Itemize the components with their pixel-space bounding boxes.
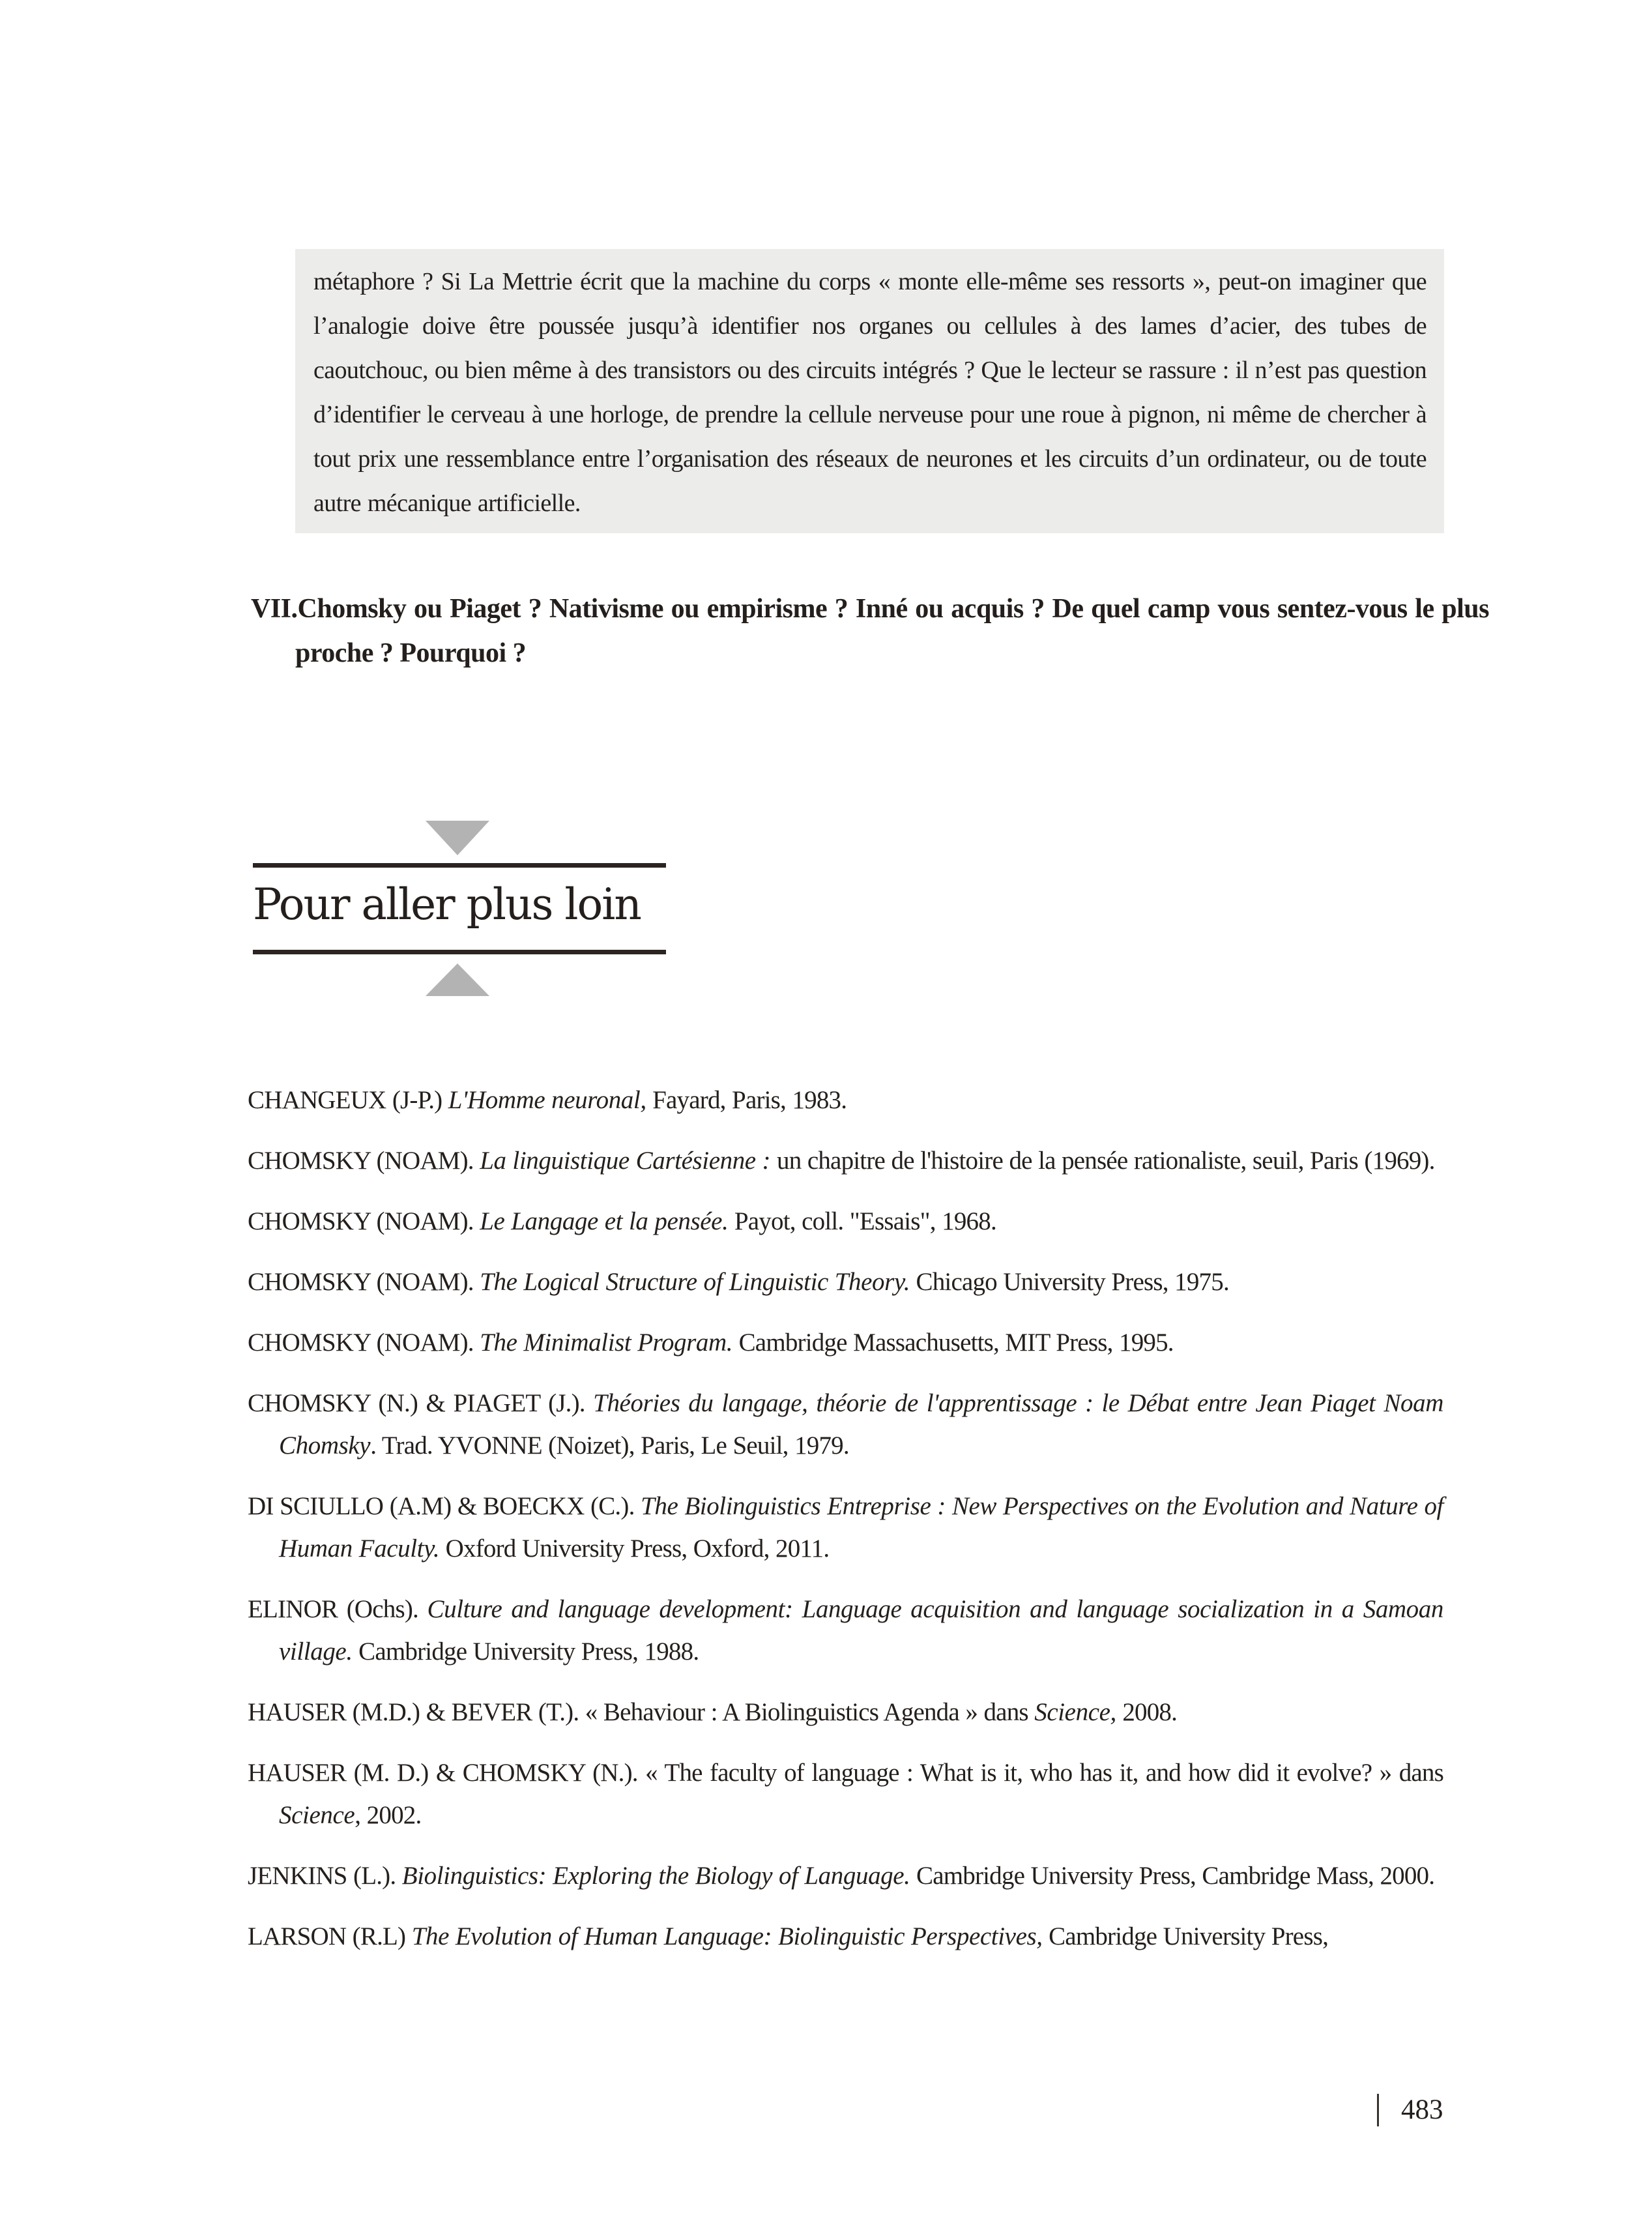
triangle-down-icon <box>426 821 489 855</box>
bibliography-entry: ELINOR (Ochs). Culture and language development: Language acquisition and language socialization in a Samoan village. Cambridge University Press, 1988. <box>248 1595 1443 1666</box>
bibliography-entry: HAUSER (M. D.) & CHOMSKY (N.). « The faculty of language : What is it, who has it, and how did it evolve? » dans Science, 2002. <box>248 1759 1443 1829</box>
top-rule <box>253 863 666 868</box>
bibliography-entry: HAUSER (M.D.) & BEVER (T.). « Behaviour : A Biolinguistics Agenda » dans Science, 2008. <box>248 1698 1178 1726</box>
bibliography-entry: CHANGEUX (J-P.) L'Homme neuronal, Fayard, Paris, 1983. <box>248 1086 847 1114</box>
bibliography-entry: CHOMSKY (NOAM). The Minimalist Program. Cambridge Massachusetts, MIT Press, 1995. <box>248 1329 1174 1357</box>
bibliography-entry: CHOMSKY (N.) & PIAGET (J.). Théories du langage, théorie de l'apprentissage : le Débat entre Jean Piaget Noam Chomsky. Trad. YVONNE (Noizet), Paris, Le Seuil, 1979. <box>248 1389 1443 1460</box>
page-number-value: 483 <box>1401 2094 1443 2125</box>
section-title: Pour aller plus loin <box>253 879 641 930</box>
bibliography-entry: LARSON (R.L) The Evolution of Human Language: Biolinguistic Perspectives, Cambridge University Press, <box>248 1922 1329 1950</box>
quote-box-text: métaphore ? Si La Mettrie écrit que la machine du corps « monte elle-même ses ressorts », peut-on imaginer que l’analogie doive être poussée jusqu’à identifier nos organes ou cellules à des lames d’acier, des tubes de caoutchouc, ou bien même à des transistors ou des circuits intégrés ? Que le lecteur se rassure : il n’est pas question d’identifier le cerveau à une horloge, de prendre la cellule nerveuse pour une roue à pignon, ni même de chercher à tout prix une ressemblance entre l’organisation des réseaux de neurones et les circuits d’un ordinateur, ou de toute autre mécanique artificielle. <box>313 268 1427 517</box>
page-number <box>1377 2094 1443 2126</box>
bibliography-entry: DI SCIULLO (A.M) & BOECKX (C.). The Biolinguistics Entreprise : New Perspectives on the Evolution and Nature of Human Faculty. Oxford University Press, Oxford, 2011. <box>248 1492 1443 1563</box>
bibliography <box>248 1079 1443 1976</box>
page-number-bar <box>1377 2094 1379 2126</box>
triangle-up-icon <box>426 963 489 996</box>
bibliography-entry: JENKINS (L.). Biolinguistics: Exploring the Biology of Language. Cambridge University Press, Cambridge Mass, 2000. <box>248 1862 1435 1890</box>
question-heading: VII.Chomsky ou Piaget ? Nativisme ou empirisme ? Inné ou acquis ? De quel camp vous sentez-vous le plus proche ? Pourquoi ? <box>251 594 1489 668</box>
quote-box <box>295 249 1444 533</box>
bibliography-entry: CHOMSKY (NOAM). La linguistique Cartésienne : un chapitre de l'histoire de la pensée rationaliste, seuil, Paris (1969). <box>248 1147 1435 1175</box>
bibliography-entry: CHOMSKY (NOAM). Le Langage et la pensée. Payot, coll. "Essais", 1968. <box>248 1207 996 1235</box>
bottom-rule <box>253 950 666 954</box>
bibliography-entry: CHOMSKY (NOAM). The Logical Structure of Linguistic Theory. Chicago University Press, 1975. <box>248 1268 1229 1296</box>
